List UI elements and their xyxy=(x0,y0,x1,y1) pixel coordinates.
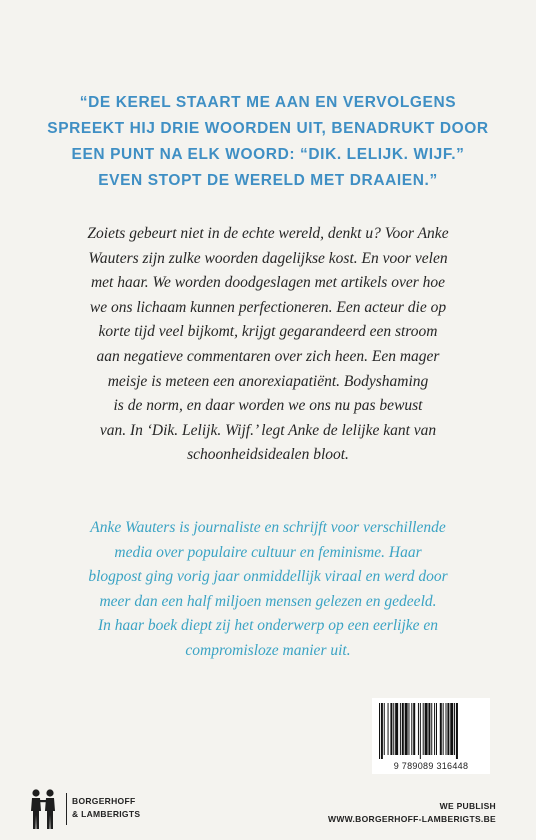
blurb-line: van. In ‘Dik. Lelijk. Wijf.’ legt Anke de lelijke kant van xyxy=(99,421,437,439)
bio-line: meer dan een half miljoen mensen gelezen en gedeeld. xyxy=(99,592,437,610)
blurb-line: is de norm, en daar worden we ons nu pas bewust xyxy=(113,397,423,415)
blurb-line: Zoiets gebeurt niet in de echte wereld, denkt u? Voor Anke xyxy=(87,225,449,242)
pull-quote xyxy=(0,90,536,194)
publisher-name-line: BORGERHOFF xyxy=(72,796,136,806)
blurb-line: aan negatieve commentaren over zich heen. Een mager xyxy=(96,347,440,365)
author-bio xyxy=(0,516,536,664)
publisher-logo-icon xyxy=(26,787,62,831)
blurb-line: meisje is meteen een anorexiapatiënt. Bodyshaming xyxy=(107,372,429,390)
blurb-line: schoonheidsidealen bloot. xyxy=(187,446,349,464)
quote-line: EVEN STOPT DE WERELD MET DRAAIEN.” xyxy=(98,172,438,189)
quote-line: “DE KEREL STAART ME AAN EN VERVOLGENS xyxy=(79,94,457,111)
isbn-number: 9 789089 316448 xyxy=(393,761,469,771)
bio-line: Anke Wauters is journaliste en schrijft voor verschillende xyxy=(90,519,446,536)
bio-line: In haar boek diept zij het onderwerp op een eerlijke en xyxy=(97,617,439,635)
blurb-line: we ons lichaam kunnen perfectioneren. Een acteur die op xyxy=(89,298,447,316)
blurb-line: Wauters zijn zulke woorden dagelijkse kost. En voor velen xyxy=(88,249,448,267)
publisher-name xyxy=(72,795,140,820)
quote-line: SPREEKT HIJ DRIE WOORDEN UIT, BENADRUKT DOOR xyxy=(47,120,489,137)
isbn-barcode xyxy=(372,698,490,774)
blurb-line: met haar. We worden doodgeslagen met artikels over hoe xyxy=(90,274,445,292)
publisher-url[interactable]: WWW.BORGERHOFF-LAMBERIGTS.BE xyxy=(328,814,496,824)
book-blurb xyxy=(0,222,536,468)
bio-line: media over populaire cultuur en feminisme. Haar xyxy=(114,543,422,561)
bio-line: compromisloze manier uit. xyxy=(185,641,351,659)
quote-line: EEN PUNT NA ELK WOORD: “DIK. LELIJK. WIJF.” xyxy=(71,146,465,163)
blurb-line: korte tijd veel bijkomt, krijgt gegarandeerd een stroom xyxy=(98,323,438,341)
publisher-footer xyxy=(328,800,496,826)
publisher-tagline: WE PUBLISH xyxy=(439,801,496,811)
barcode-bars xyxy=(378,703,484,761)
publisher-name-line: & LAMBERIGTS xyxy=(72,808,141,819)
bio-line: blogpost ging vorig jaar onmiddellijk viraal en werd door xyxy=(88,568,448,586)
logo-divider xyxy=(66,793,67,825)
